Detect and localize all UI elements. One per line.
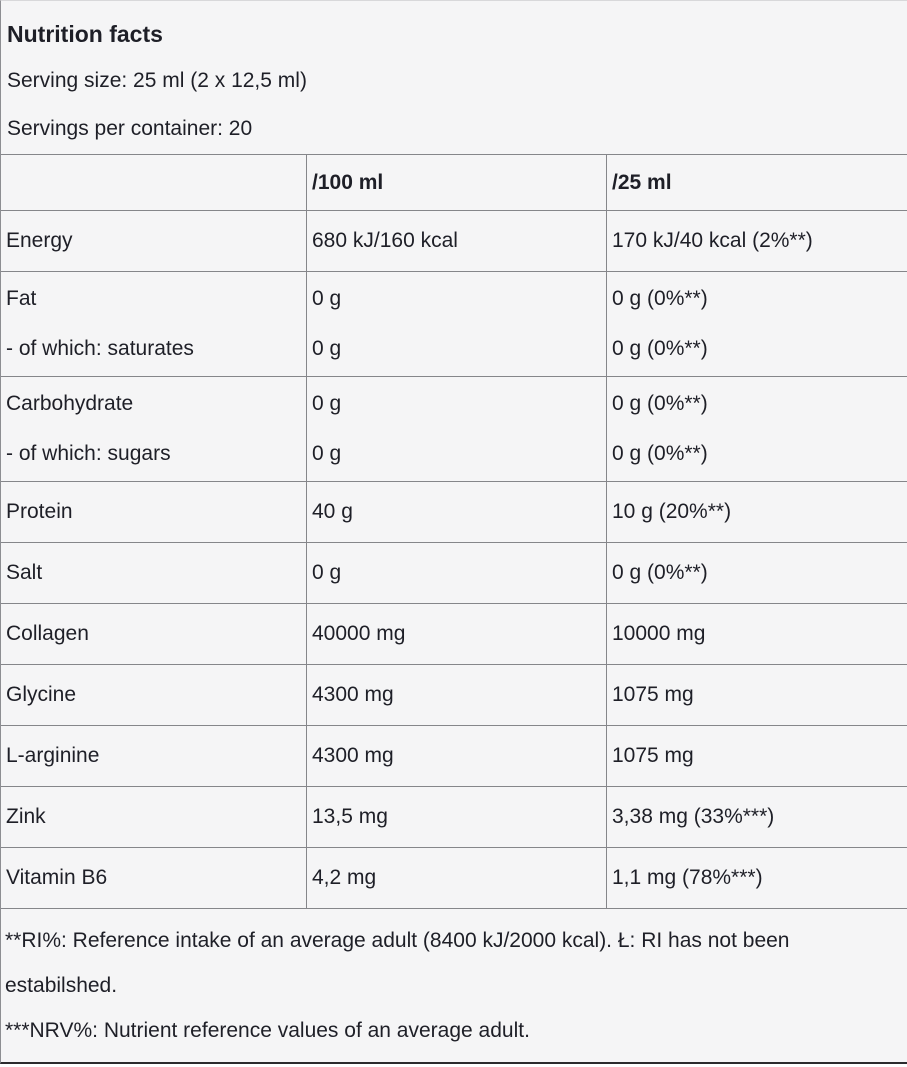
value-per-100ml: 0 g (306, 543, 606, 603)
value-per-100ml: 0 g 0 g (306, 272, 606, 376)
value-per-25ml: 10000 mg (606, 604, 907, 664)
servings-per-container-text: Servings per container: 20 (7, 117, 253, 140)
value-per-100ml: 680 kJ/160 kcal (306, 211, 606, 271)
nutrient-name: Protein (6, 500, 73, 523)
nutrient-name: Vitamin B6 (6, 866, 108, 889)
value-per-25ml: 1075 mg (606, 665, 907, 725)
value-per-100ml: 40000 mg (306, 604, 606, 664)
value-per-100ml: 40 g (306, 482, 606, 542)
row-fat (1, 272, 907, 377)
value-per-25ml: 3,38 mg (33%***) (606, 787, 907, 847)
header-nutrient-column (1, 155, 306, 210)
footnote-nrv: ***NRV%: Nutrient reference values of an average adult. (5, 1019, 530, 1042)
nutrient-name: Collagen (6, 622, 89, 645)
row-protein (1, 482, 907, 543)
value-per-25ml: 0 g (0%**) 0 g (0%**) (606, 377, 907, 481)
footnote-ri: **RI%: Reference intake of an average adult (8400 kJ/2000 kcal). Ł: RI has not been estabilshed. (5, 929, 790, 997)
nutrient-name: Salt (6, 561, 43, 584)
value-per-100ml: 4,2 mg (306, 848, 606, 908)
row-glycine (1, 665, 907, 726)
nutrient-name: Zink (6, 805, 46, 828)
label-title: Nutrition facts (7, 21, 163, 47)
serving-size-text: Serving size: 25 ml (2 x 12,5 ml) (7, 69, 307, 92)
nutrient-name: L-arginine (6, 744, 100, 767)
row-carbohydrate (1, 377, 907, 482)
nutrition-table (1, 154, 907, 909)
nutrient-name: Fat - of which: saturates (6, 287, 194, 360)
value-per-100ml: 0 g 0 g (306, 377, 606, 481)
value-per-100ml: 4300 mg (306, 726, 606, 786)
row-salt (1, 543, 907, 604)
row-collagen (1, 604, 907, 665)
footnotes-block (1, 909, 907, 1053)
row-vitamin-b6 (1, 848, 907, 909)
value-per-100ml: 4300 mg (306, 665, 606, 725)
header-per-25ml: /25 ml (606, 155, 907, 210)
value-per-25ml: 1,1 mg (78%***) (606, 848, 907, 908)
row-energy (1, 211, 907, 272)
row-l-arginine (1, 726, 907, 787)
value-per-25ml: 170 kJ/40 kcal (2%**) (606, 211, 907, 271)
value-per-25ml: 0 g (0%**) 0 g (0%**) (606, 272, 907, 376)
header-per-100ml: /100 ml (306, 155, 606, 210)
value-per-25ml: 1075 mg (606, 726, 907, 786)
nutrient-name: Glycine (6, 683, 77, 706)
label-info-block (1, 1, 907, 154)
value-per-25ml: 0 g (0%**) (606, 543, 907, 603)
value-per-100ml: 13,5 mg (306, 787, 606, 847)
nutrient-name: Energy (6, 229, 73, 252)
row-zink (1, 787, 907, 848)
table-header-row (1, 155, 907, 211)
value-per-25ml: 10 g (20%**) (606, 482, 907, 542)
nutrient-name: Carbohydrate - of which: sugars (6, 392, 171, 465)
